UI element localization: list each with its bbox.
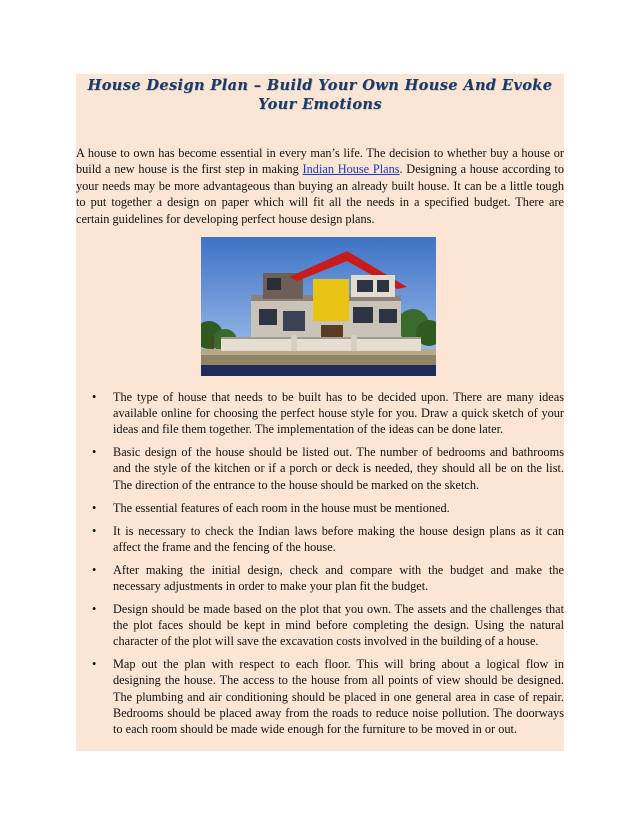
- indian-house-plans-link[interactable]: Indian House Plans: [302, 162, 400, 177]
- intro-paragraph: [76, 145, 564, 227]
- intro-text-start: A house to own has become essential in every man’s life. The decision to whether buy a house or build a new house is the first step in making: [76, 146, 564, 177]
- guideline-list: [76, 389, 564, 737]
- list-item: [76, 562, 564, 594]
- list-item: [76, 389, 564, 437]
- document-page: [76, 74, 564, 751]
- bullet-icon: •: [92, 390, 97, 405]
- house-illustration: [201, 237, 436, 376]
- list-item-text: After making the initial design, check and compare with the budget and make the necessary adjustments in order to make your plan fit the budget.: [113, 562, 564, 593]
- bullet-icon: •: [92, 602, 97, 617]
- list-item-text: It is necessary to check the Indian laws before making the house design plans as it can affect the frame and the fencing of the house.: [113, 523, 564, 554]
- bullet-icon: •: [92, 500, 97, 515]
- list-item-text: Design should be made based on the plot that you own. The assets and the challenges that the plot faces should be kept in mind before completing the design. Using the natural character of the plot will save the excavation costs involved in the building of a house.: [113, 602, 564, 649]
- list-item: [76, 500, 564, 516]
- list-item-text: Basic design of the house should be listed out. The number of bedrooms and bathrooms and the style of the kitchen or if a porch or deck is needed, they should all be on the list. The direction of the entrance to the house should be marked on the sketch.: [113, 445, 564, 492]
- bullet-icon: •: [92, 445, 97, 460]
- list-item: [76, 444, 564, 492]
- list-item: [76, 523, 564, 555]
- bullet-icon: •: [92, 657, 97, 672]
- intro-text-end: . Designing a house according to your needs may be more advantageous than buying an already built house. It can be a little tough to put together a design on paper which will fit all the needs in a specified budget. There are certain guidelines for developing perfect house design plans.: [76, 162, 564, 226]
- bullet-icon: •: [92, 523, 97, 538]
- list-item: [76, 601, 564, 649]
- list-item-text: Map out the plan with respect to each floor. This will bring about a logical flow in designing the house. The access to the house from all points of view should be designed. The plumbing and air conditioning should be placed in one general area in case of repair. Bedrooms should be placed away from the roads to reduce noise pollution. The doorways to each room should be made wide enough for the furniture to be moved in or out.: [113, 657, 564, 736]
- list-item-text: The type of house that needs to be built has to be decided upon. There are many ideas available online for choosing the perfect house style for you. Draw a quick sketch of your ideas and file them together. The implementation of the ideas can be done later.: [113, 390, 564, 437]
- bullet-icon: •: [92, 562, 97, 577]
- house-photo: [201, 237, 436, 376]
- document-title: House Design Plan – Build Your Own House And Evoke Your Emotions: [87, 77, 553, 113]
- list-item-text: The essential features of each room in the house must be mentioned.: [113, 500, 450, 515]
- list-item: [76, 656, 564, 736]
